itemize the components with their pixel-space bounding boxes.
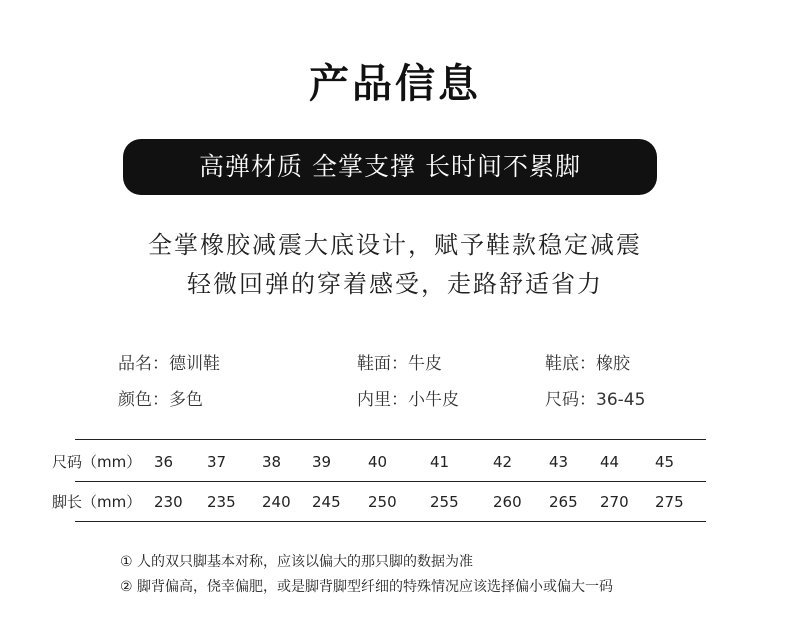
spec-value: 德训鞋 bbox=[169, 354, 220, 374]
table-cell: 39 bbox=[312, 453, 332, 471]
spec-label: 颜色： bbox=[118, 390, 169, 410]
table-cell: 38 bbox=[262, 453, 282, 471]
table-cell: 36 bbox=[154, 453, 174, 471]
description-line-2: 轻微回弹的穿着感受，走路舒适省力 bbox=[187, 270, 603, 298]
description-line-1: 全掌橡胶减震大底设计，赋予鞋款稳定减震 bbox=[148, 231, 642, 259]
spec-label: 尺码： bbox=[545, 390, 596, 410]
table-cell: 42 bbox=[493, 453, 513, 471]
table-row bbox=[52, 442, 708, 482]
table-cell: 255 bbox=[430, 493, 459, 511]
spec-sole bbox=[545, 349, 630, 374]
table-rule-top bbox=[75, 439, 706, 440]
spec-color bbox=[118, 385, 203, 410]
spec-label: 鞋底： bbox=[545, 354, 596, 374]
spec-value: 牛皮 bbox=[408, 354, 442, 374]
table-cell: 43 bbox=[549, 453, 569, 471]
feature-banner: 高弹材质 全掌支撑 长时间不累脚 bbox=[123, 139, 657, 195]
table-cell: 245 bbox=[312, 493, 341, 511]
table-cell: 260 bbox=[493, 493, 522, 511]
spec-label: 鞋面： bbox=[357, 354, 408, 374]
spec-value: 多色 bbox=[169, 390, 203, 410]
spec-value: 橡胶 bbox=[596, 354, 630, 374]
row-label-size: 尺码（mm） bbox=[52, 453, 142, 471]
table-cell: 240 bbox=[262, 493, 291, 511]
table-cell: 265 bbox=[549, 493, 578, 511]
table-cell: 270 bbox=[600, 493, 629, 511]
table-cell: 250 bbox=[368, 493, 397, 511]
table-cell: 45 bbox=[655, 453, 675, 471]
spec-size-range bbox=[545, 385, 645, 410]
table-cell: 230 bbox=[154, 493, 183, 511]
table-cell: 40 bbox=[368, 453, 388, 471]
table-cell: 275 bbox=[655, 493, 684, 511]
row-label-foot-length: 脚长（mm） bbox=[52, 493, 142, 511]
table-cell: 41 bbox=[430, 453, 450, 471]
note-2: ② 脚背偏高，侥幸偏肥，或是脚背脚型纤细的特殊情况应该选择偏小或偏大一码 bbox=[120, 579, 613, 595]
note-1: ① 人的双只脚基本对称，应该以偏大的那只脚的数据为准 bbox=[120, 554, 473, 570]
spec-upper bbox=[357, 349, 442, 374]
page-title: 产品信息 bbox=[309, 61, 481, 107]
spec-lining bbox=[357, 385, 459, 410]
table-cell: 235 bbox=[207, 493, 236, 511]
table-row bbox=[52, 482, 708, 522]
spec-product-name bbox=[118, 349, 220, 374]
spec-value: 36-45 bbox=[596, 390, 646, 410]
spec-label: 内里： bbox=[357, 390, 408, 410]
spec-label: 品名： bbox=[118, 354, 169, 374]
table-cell: 37 bbox=[207, 453, 227, 471]
table-cell: 44 bbox=[600, 453, 620, 471]
spec-value: 小牛皮 bbox=[408, 390, 459, 410]
